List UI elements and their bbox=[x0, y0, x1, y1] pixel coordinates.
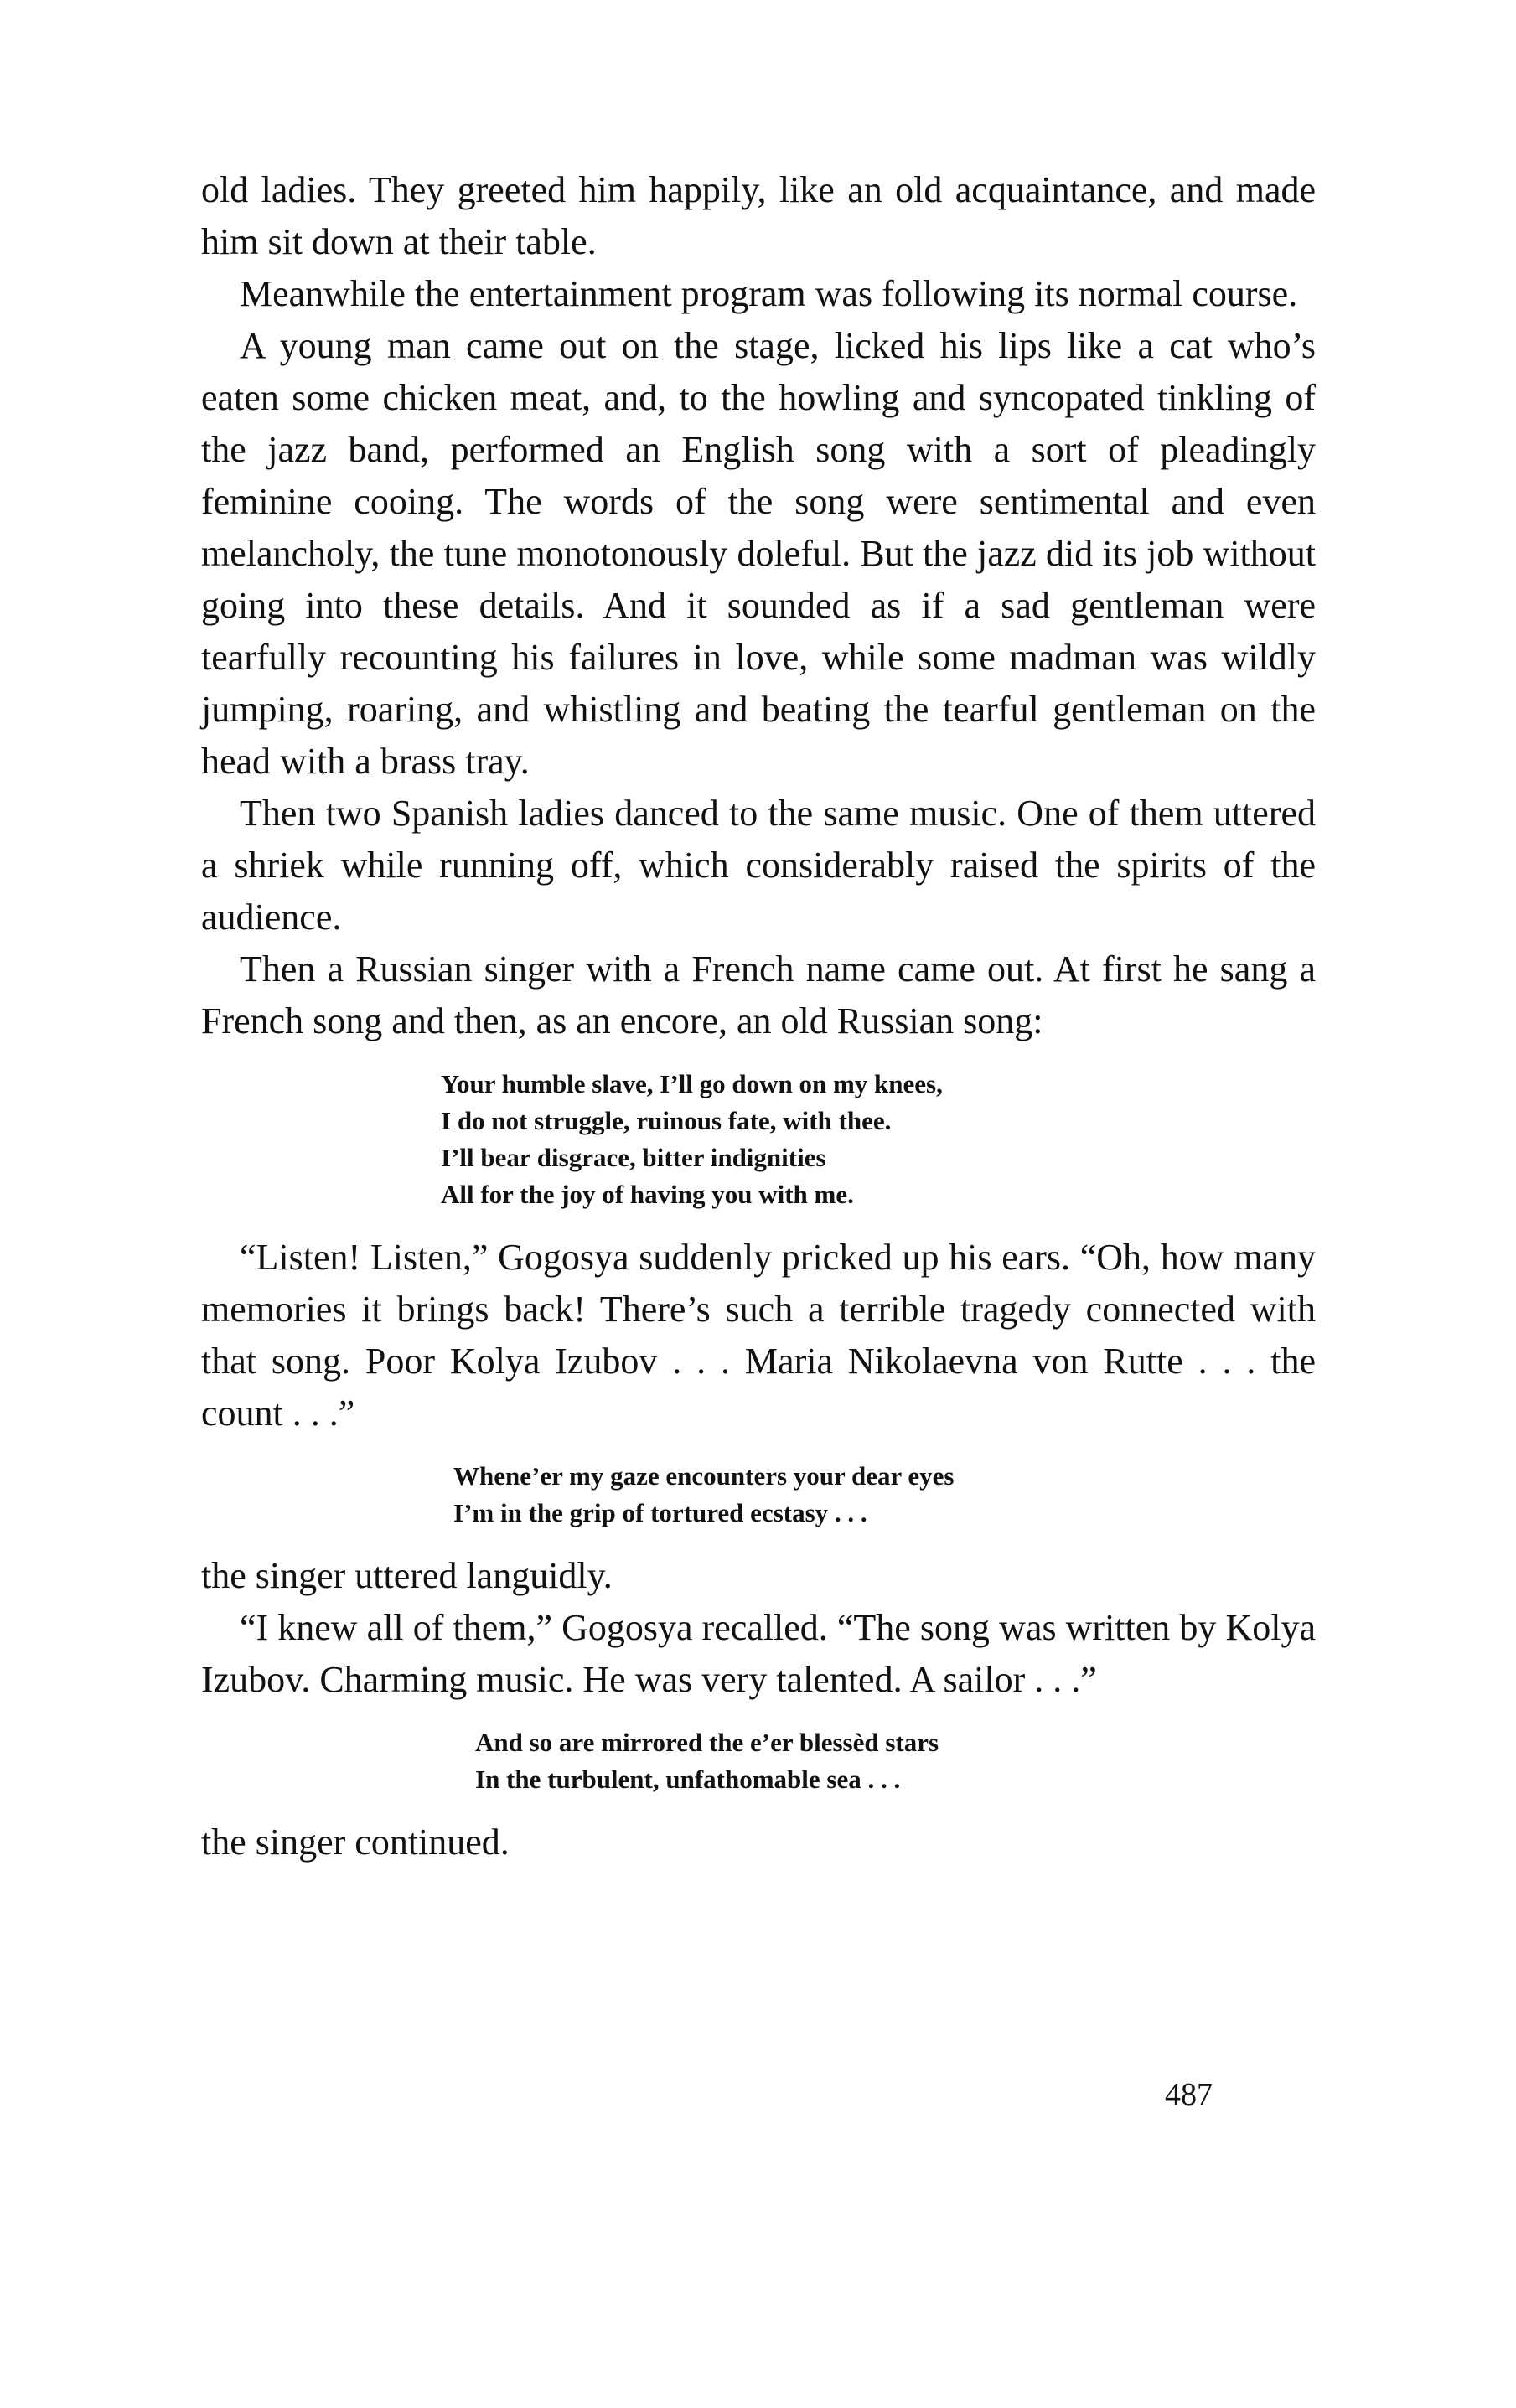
verse-line: In the turbulent, unfathomable sea . . . bbox=[475, 1765, 901, 1794]
paragraph: Meanwhile the entertainment program was following its normal course. bbox=[240, 273, 1298, 314]
paragraph: Then a Russian singer with a French name came out. At first he sang a French song and then, as an encore, an old Russian song: bbox=[201, 948, 1316, 1041]
song-verse bbox=[201, 1066, 1316, 1213]
verse-line: And so are mirrored the e’er blessèd stars bbox=[475, 1728, 939, 1757]
paragraph: old ladies. They greeted him happily, like an old acquaintance, and made him sit down at their table. bbox=[201, 169, 1316, 262]
verse-line: All for the joy of having you with me. bbox=[441, 1180, 854, 1209]
page-number: 487 bbox=[1165, 2077, 1213, 2112]
verse-line: I’m in the grip of tortured ecstasy . . . bbox=[453, 1498, 867, 1527]
book-page bbox=[201, 164, 1316, 1868]
verse-line: I do not struggle, ruinous fate, with thee. bbox=[441, 1106, 892, 1135]
verse-line: Your humble slave, I’ll go down on my knees, bbox=[441, 1069, 943, 1098]
verse-line: I’ll bear disgrace, bitter indignities bbox=[441, 1143, 826, 1172]
verse-line: Whene’er my gaze encounters your dear eyes bbox=[453, 1461, 955, 1491]
song-verse bbox=[201, 1458, 1316, 1532]
paragraph: “Listen! Listen,” Gogosya suddenly pricked up his ears. “Oh, how many memories it brings back! There’s such a terrible tragedy connected with that song. Poor Kolya Izubov . . . Maria Nikolaevna von Rutte . . . the count . . .” bbox=[201, 1237, 1316, 1434]
paragraph: A young man came out on the stage, licked his lips like a cat who’s eaten some chicken meat, and, to the howling and syncopated tinkling of the jazz band, performed an English song with a sort of pleadingly feminine cooing. The words of the song were sentimental and even melancholy, the tune monotonously doleful. But the jazz did its job without going into these details. And it sounded as if a sad gentleman were tearfully recounting his failures in love, while some madman was wildly jumping, roaring, and whistling and beating the tearful gentleman on the head with a brass tray. bbox=[201, 325, 1316, 782]
paragraph: the singer continued. bbox=[201, 1822, 510, 1863]
paragraph: the singer uttered languidly. bbox=[201, 1555, 613, 1596]
paragraph: Then two Spanish ladies danced to the same music. One of them uttered a shriek while running off, which considerably raised the spirits of the audience. bbox=[201, 793, 1316, 938]
song-verse bbox=[201, 1724, 1316, 1798]
paragraph: “I knew all of them,” Gogosya recalled. “The song was written by Kolya Izubov. Charming music. He was very talented. A sailor . . .” bbox=[201, 1607, 1316, 1700]
